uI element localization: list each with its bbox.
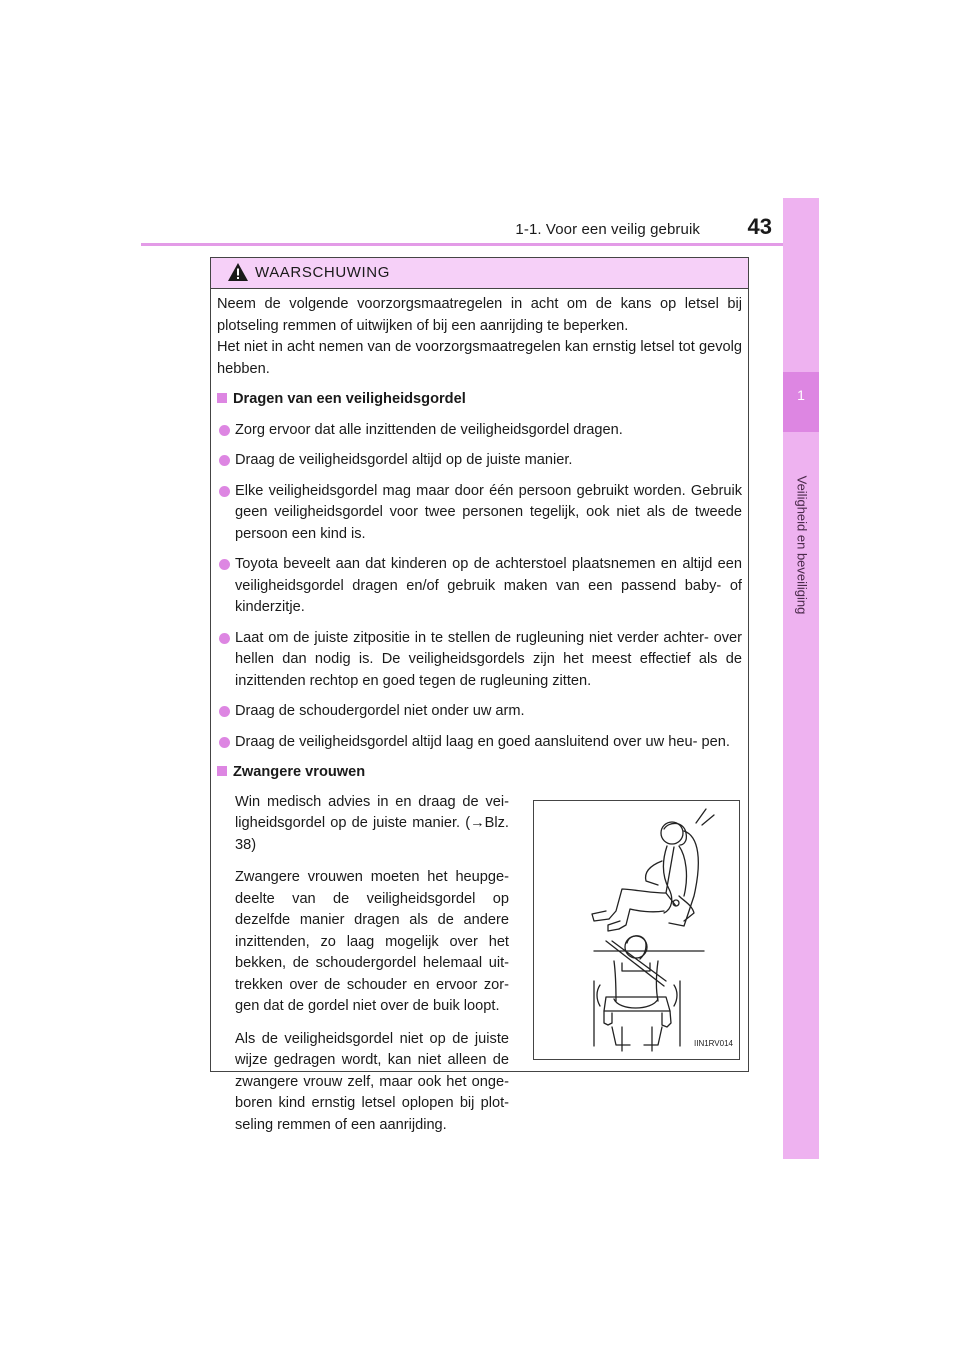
section-title: 1-1. Voor een veilig gebruik xyxy=(515,221,700,238)
circle-bullet-icon xyxy=(219,706,230,717)
illustration-code: IIN1RV014 xyxy=(694,1039,733,1048)
paragraph: Als de veiligheidsgordel niet op de juiste wijze gedragen wordt, kan niet alleen de zwangere vrouw zelf, maar ook het onge- boren kind ernstig letsel oplopen bij plot- seling remmen of een aanrijding. xyxy=(235,1030,509,1133)
circle-bullet-icon xyxy=(219,486,230,497)
list-item: Toyota beveelt aan dat kinderen op de achterstoel plaatsnemen en altijd een veiligheidsgordel dragen en/of gebruik maken van een passend baby- of kinderzitje. xyxy=(217,554,742,619)
warning-box xyxy=(210,257,749,1133)
chapter-side-tab[interactable] xyxy=(783,198,819,1159)
list-item: Laat om de juiste zitpositie in te stellen de rugleuning niet verder achter- over hellen dan nodig is. De veiligheidsgordels zijn het meest effectief als de inzittenden rechtop en goed tegen de rugleuning zitten. xyxy=(217,628,742,693)
section-heading-text: Zwangere vrouwen xyxy=(233,764,366,780)
section-heading xyxy=(217,762,742,784)
seatbelt-figure-image xyxy=(534,801,739,1059)
circle-bullet-icon xyxy=(219,737,230,748)
square-bullet-icon xyxy=(217,766,227,776)
pregnant-women-block xyxy=(217,792,742,1137)
warning-title: WAARSCHUWING xyxy=(255,264,390,281)
intro-paragraph: Neem de volgende voorzorgsmaatregelen in acht om de kans op letsel bij plotseling remmen of uitwijken of bij een aanrijding te beperken. xyxy=(217,296,742,334)
chapter-title: Veiligheid en beveiliging xyxy=(794,475,810,615)
list-item: Draag de schoudergordel niet onder uw arm. xyxy=(217,701,742,723)
circle-bullet-icon xyxy=(219,425,230,436)
circle-bullet-icon xyxy=(219,633,230,644)
list-item: Draag de veiligheidsgordel altijd laag en goed aansluitend over uw heu- pen. xyxy=(217,732,742,754)
square-bullet-icon xyxy=(217,393,227,403)
list-item: Draag de veiligheidsgordel altijd op de juiste manier. xyxy=(217,450,742,472)
paragraph: Zwangere vrouwen moeten het heupge- deelte van de veiligheidsgordel op dezelfde manier dragen als de andere inzittenden, zo laag mogelijk over het bekken, de schoudergordel helemaal uit- trekken over de schouder en ervoor zor- gen dat de gordel niet over de buik loopt. xyxy=(235,869,509,1014)
pregnant-seatbelt-illustration xyxy=(533,800,740,1060)
pregnant-women-text xyxy=(217,792,509,1137)
list-item: Zorg ervoor dat alle inzittenden de veiligheidsgordel dragen. xyxy=(217,420,742,442)
circle-bullet-icon xyxy=(219,559,230,570)
intro-paragraph: Het niet in acht nemen van de voorzorgsmaatregelen kan ernstig letsel tot gevolg hebben. xyxy=(217,339,742,377)
warning-content xyxy=(217,294,742,1147)
bullet-list xyxy=(217,420,742,754)
page-number: 43 xyxy=(747,214,772,239)
warning-header xyxy=(211,258,748,289)
header-divider xyxy=(141,243,791,246)
list-item: Elke veiligheidsgordel mag maar door één persoon gebruikt worden. Gebruik geen veiligheidsgordel voor twee personen tegelijk, ook niet als de tweede persoon een kind is. xyxy=(217,481,742,546)
circle-bullet-icon xyxy=(219,455,230,466)
section-heading xyxy=(217,389,742,411)
paragraph: Win medisch advies in en draag de vei- ligheidsgordel op de juiste manier. (→Blz. 38) xyxy=(235,793,509,853)
section-heading-text: Dragen van een veiligheidsgordel xyxy=(233,391,466,407)
chapter-number: 1 xyxy=(797,387,805,403)
warning-triangle-icon xyxy=(227,262,249,282)
